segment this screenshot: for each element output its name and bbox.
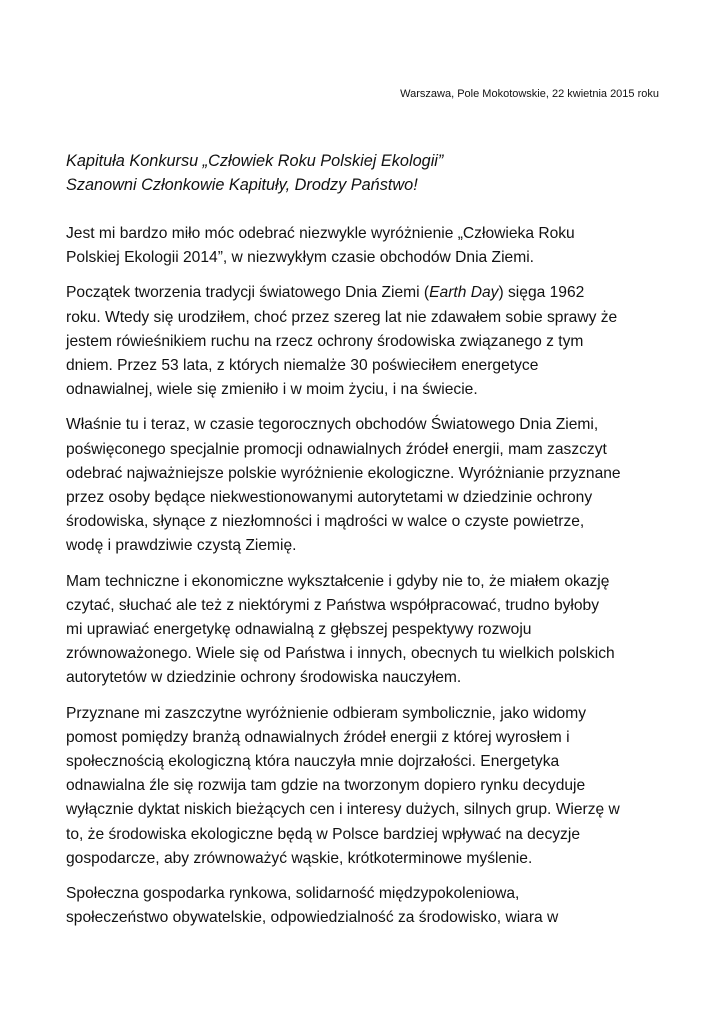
text-line: społeczeństwo obywatelskie, odpowiedzialność za środowisko, wiara w [66, 909, 559, 927]
earth-day-term: Earth Day [429, 284, 499, 302]
paragraph-3 [66, 413, 666, 558]
text-line: odnawialnej, wiele się zmieniło i w moim życiu, i na świecie. [66, 381, 478, 399]
text-line: mi uprawiać energetykę odnawialną z głębszej pespektywy rozwoju [66, 621, 532, 639]
text-line: jestem rówieśnikiem ruchu na rzecz ochrony środowiska związanego z tym [66, 332, 584, 350]
text-fragment: Początek tworzenia tradycji światowego Dnia Ziemi ( [66, 284, 430, 302]
heading-salutation: Szanowni Członkowie Kapituły, Drodzy Państwo! [66, 175, 418, 194]
text-line: poświęconego specjalnie promocji odnawialnych źródeł energii, mam zaszczyt [66, 440, 607, 458]
text-line: Przyznane mi zaszczytne wyróżnienie odbieram symbolicznie, jako widomy [66, 704, 586, 722]
text-line: Mam techniczne i ekonomiczne wykształcenie i gdyby nie to, że miałem okazję [66, 572, 610, 590]
text-line: dniem. Przez 53 lata, z których niemalże 30 poświeciłem energetyce [66, 357, 539, 375]
heading-addressee: Kapituła Konkursu „Człowiek Roku Polskiej Ekologii” [66, 152, 444, 170]
text-line: autorytetów w dziedzinie ochrony środowiska nauczyłem. [66, 669, 462, 687]
text-line: środowiska, słynące z niezłomności i mądrości w walce o czyste powietrze, [66, 513, 585, 531]
text-line: odnawialna źle się rozwija tam gdzie na tworzonym dopiero rynku decyduje [66, 777, 586, 795]
text-line: wodę i prawdziwie czystą Ziemię. [66, 537, 297, 555]
text-line: przez osoby będące niekwestionowanymi autorytetami w dziedzinie ochrony [66, 489, 593, 507]
paragraph-4 [66, 570, 666, 691]
letter-body [66, 222, 666, 941]
text-line: Społeczna gospodarka rynkowa, solidarność międzypokoleniowa, [66, 885, 520, 903]
text-line: Jest mi bardzo miło móc odebrać niezwykle wyróżnienie „Człowieka Roku [66, 225, 575, 242]
text-line: wyłącznie dyktat niskich bieżących cen i interesy dużych, silnych grup. Wierzę w [66, 801, 620, 819]
text-line: społecznością ekologiczną która nauczyła mnie dojrzałości. Energetyka [66, 753, 560, 771]
text-line: pomost pomiędzy branżą odnawialnych źródeł energii z której wyrosłem i [66, 728, 570, 746]
paragraph-2 [66, 281, 666, 402]
letter-heading [66, 150, 666, 197]
text-fragment: ) sięga 1962 [498, 284, 585, 302]
text-line [66, 281, 666, 305]
paragraph-6 [66, 882, 666, 930]
paragraph-1 [66, 222, 666, 270]
dateline: Warszawa, Pole Mokotowskie, 22 kwietnia 2015 roku [400, 88, 659, 100]
text-line: to, że środowiska ekologiczne będą w Polsce bardziej wpływać na decyzje [66, 825, 580, 843]
text-line: roku. Wtedy się urodziłem, choć przez szereg lat nie zdawałem sobie sprawy że [66, 308, 618, 326]
text-line: czytać, słuchać ale też z niektórymi z Państwa współpracować, trudno byłoby [66, 596, 600, 614]
paragraph-5 [66, 702, 666, 871]
text-line: zrównoważonego. Wiele się od Państwa i innych, obecnych tu wielkich polskich [66, 645, 615, 663]
text-line: gospodarcze, aby zrównoważyć wąskie, krótkoterminowe myślenie. [66, 849, 533, 867]
text-line: Właśnie tu i teraz, w czasie tegorocznych obchodów Światowego Dnia Ziemi, [66, 416, 599, 434]
text-line: odebrać najważniejsze polskie wyróżnienie ekologiczne. Wyróżnianie przyznane [66, 464, 621, 482]
text-line: Polskiej Ekologii 2014”, w niezwykłym czasie obchodów Dnia Ziemi. [66, 249, 535, 267]
